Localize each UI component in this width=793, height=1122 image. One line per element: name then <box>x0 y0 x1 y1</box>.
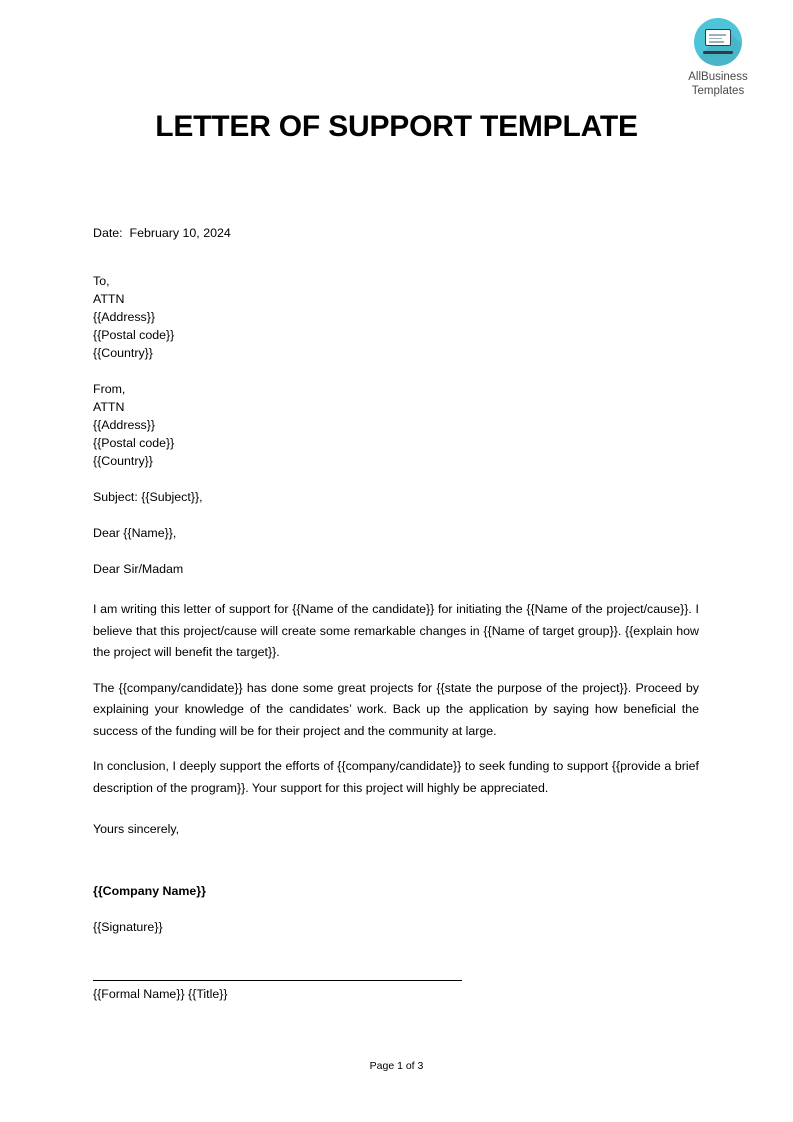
from-address: {{Address}} <box>93 418 156 432</box>
body-paragraph-3: In conclusion, I deeply support the efforts of {{company/candidate}} to seek funding to support {{provide a brief description of the program}}. Your support for this project will highly be appreciated. <box>93 759 699 795</box>
brand-logo <box>668 18 768 98</box>
signature-placeholder: {{Signature}} <box>93 920 163 934</box>
salutation-line: Dear {{Name}}, <box>93 526 177 540</box>
spacer <box>93 742 699 756</box>
greeting-line: Dear Sir/Madam <box>93 562 184 576</box>
document-body <box>93 224 699 1003</box>
to-label: To, <box>93 274 110 288</box>
screen-text-line <box>709 38 722 40</box>
spacer <box>93 936 699 980</box>
spacer <box>93 242 699 272</box>
spacer <box>93 542 699 560</box>
spacer <box>93 578 699 599</box>
subject-line: Subject: {{Subject}}, <box>93 490 203 504</box>
company-name: {{Company Name}} <box>93 884 206 898</box>
signer-name-title: {{Formal Name}} {{Title}} <box>93 987 228 1001</box>
to-postal-code: {{Postal code}} <box>93 328 175 342</box>
spacer <box>93 799 699 820</box>
screen-text-line <box>709 34 726 36</box>
spacer <box>93 362 699 380</box>
signature-rule <box>93 980 462 981</box>
from-label: From, <box>93 382 126 396</box>
screen-text-line <box>709 41 724 43</box>
closing-line: Yours sincerely, <box>93 822 180 836</box>
sender-address-block <box>93 380 699 470</box>
spacer <box>93 664 699 678</box>
laptop-base <box>703 51 733 55</box>
laptop-glyph <box>703 29 733 55</box>
page-footer: Page 1 of 3 <box>369 1060 424 1072</box>
body-paragraph-2: The {{company/candidate}} has done some great projects for {{state the purpose of the project}}. Proceed by explaining your knowledge of the candidates’ work. Back up the application by saying how beneficial the success of the funding will be for their project and the community at large. <box>93 680 699 738</box>
page-title: LETTER OF SUPPORT TEMPLATE <box>155 110 638 143</box>
to-country: {{Country}} <box>93 346 153 360</box>
from-postal-code: {{Postal code}} <box>93 436 175 450</box>
recipient-address-block <box>93 272 699 362</box>
date-line: Date: February 10, 2024 <box>93 226 231 240</box>
spacer <box>93 900 699 918</box>
brand-name-line1: AllBusiness <box>688 71 748 83</box>
to-attn: ATTN <box>93 292 125 306</box>
spacer <box>93 470 699 488</box>
spacer <box>93 838 699 882</box>
spacer <box>93 506 699 524</box>
from-country: {{Country}} <box>93 454 153 468</box>
from-attn: ATTN <box>93 400 125 414</box>
body-paragraph-1: I am writing this letter of support for {{Name of the candidate}} for initiating the {{Name of the project/cause}}. I believe that this project/cause will create some remarkable changes in {{Name of target group}}. {{explain how the project will benefit the target}}. <box>93 602 699 659</box>
to-address: {{Address}} <box>93 310 156 324</box>
laptop-screen <box>705 29 731 46</box>
brand-name-line2: Templates <box>691 84 745 97</box>
laptop-icon <box>694 18 742 66</box>
